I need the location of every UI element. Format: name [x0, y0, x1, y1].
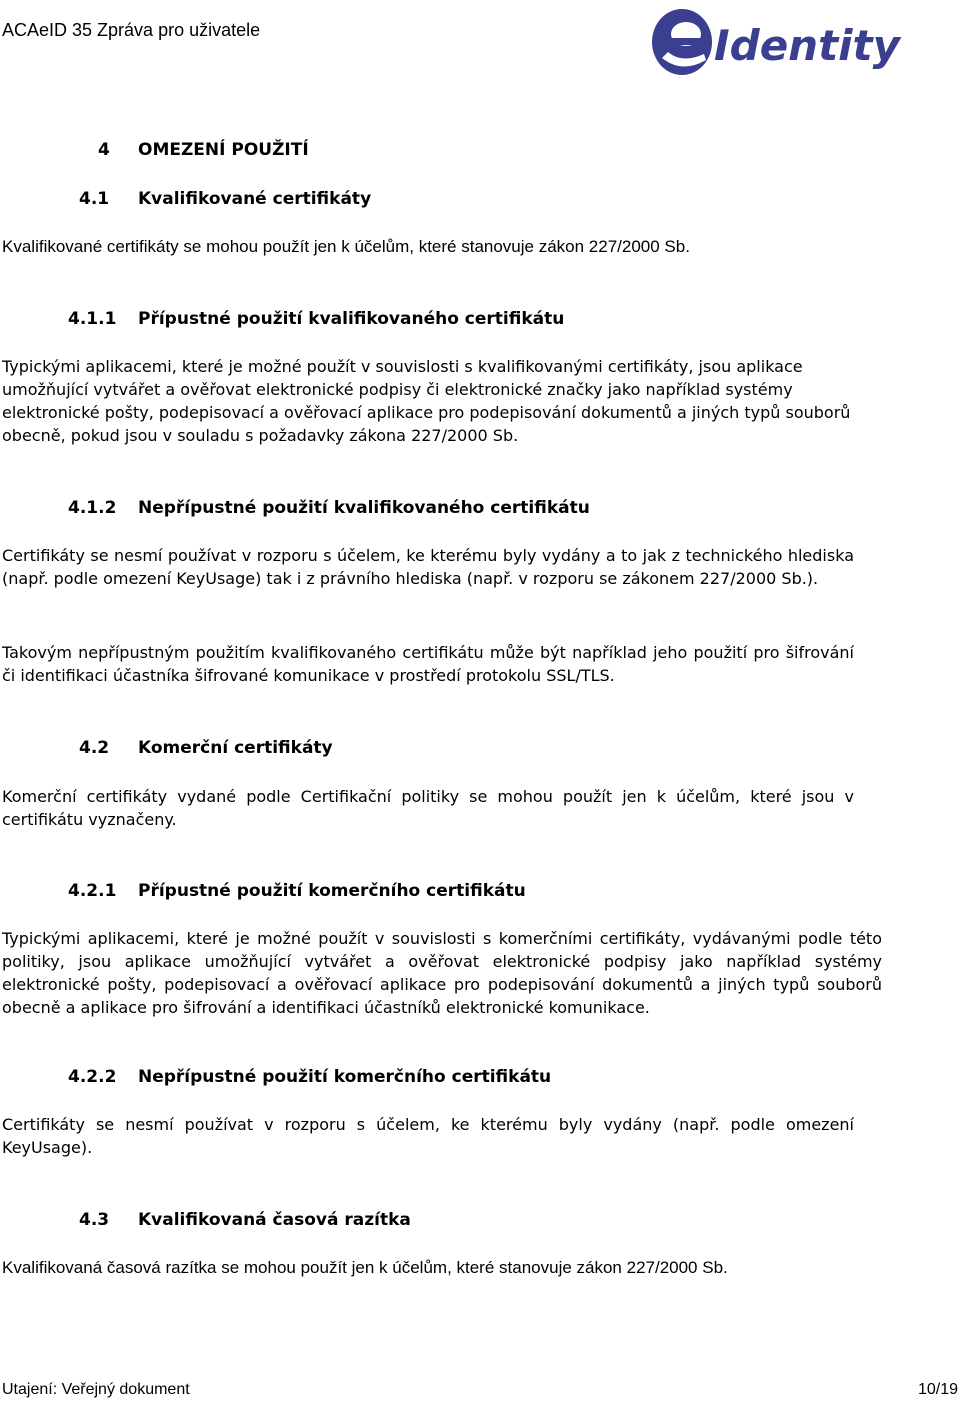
section-4-2-1-text: Typickými aplikacemi, které je možné použít v souvislosti s komerčními certifikáty, vydávanými podle této politiky, jsou aplikace umožňující vytvářet a ověřovat elektronické podpisy jako například systémy elektronické pošty, podepisovací a ověřovací aplikace pro podepisování dokumentů a jiných typů souborů obecně a aplikace pro šifrování a identifikaci účastníků elektronické komunikace. [2, 929, 882, 1017]
section-4-1-1-heading [0, 309, 700, 333]
section-number: 4.3 [79, 1210, 110, 1230]
section-4-1-heading [0, 189, 500, 213]
section-number: 4 [98, 140, 110, 160]
section-number: 4.1.1 [68, 309, 117, 329]
footer-page-number: 10/19 [917, 1381, 958, 1398]
svg-text:Identity: Identity [714, 21, 901, 70]
section-4-3-text: Kvalifikovaná časová razítka se mohou použít jen k účelům, které stanovuje zákon 227/2000 Sb. [2, 1258, 728, 1277]
section-number: 4.1.2 [68, 498, 117, 518]
footer-classification: Utajení: Veřejný dokument [2, 1381, 190, 1398]
section-4-2-2-heading [0, 1067, 700, 1091]
section-4-2-1-heading [0, 881, 700, 905]
section-title: Přípustné použití kvalifikovaného certifikátu [138, 309, 565, 329]
section-4-2-2-text: Certifikáty se nesmí používat v rozporu s účelem, ke kterému byly vydány (např. podle omezení KeyUsage). [2, 1115, 854, 1157]
section-title: Kvalifikovaná časová razítka [138, 1210, 411, 1230]
document-header-title: ACAeID 35 Zpráva pro uživatele [2, 20, 261, 40]
section-4-1-1-text: Typickými aplikacemi, které je možné použít v souvislosti s kvalifikovanými certifikáty, jsou aplikace umožňující vytvářet a ověřovat elektronické podpisy či elektronické značky jako například systémy elektronické pošty, podepisovací a ověřovací aplikace pro podepisování dokumentů a jiných typů souborů obecně, pokud jsou v souladu s požadavky zákona 227/2000 Sb. [2, 357, 851, 445]
eidentity-logo [648, 4, 904, 76]
section-title: Přípustné použití komerčního certifikátu [138, 881, 526, 901]
section-title: OMEZENÍ POUŽITÍ [138, 140, 309, 160]
section-number: 4.2.2 [68, 1067, 117, 1087]
section-4-heading [0, 140, 400, 164]
section-title: Nepřípustné použití kvalifikovaného certifikátu [138, 498, 590, 518]
section-title: Komerční certifikáty [138, 738, 333, 758]
section-4-1-text: Kvalifikované certifikáty se mohou použít jen k účelům, které stanovuje zákon 227/2000 Sb. [2, 237, 690, 256]
section-4-1-2-heading [0, 498, 700, 522]
section-title: Nepřípustné použití komerčního certifikátu [138, 1067, 552, 1087]
section-4-2-text: Komerční certifikáty vydané podle Certifikační politiky se mohou použít jen k účelům, které jsou v certifikátu vyznačeny. [2, 787, 854, 829]
section-title: Kvalifikované certifikáty [138, 189, 372, 209]
section-4-2-heading [0, 738, 500, 762]
section-4-1-2-text-1: Certifikáty se nesmí používat v rozporu s účelem, ke kterému byly vydány a to jak z technického hlediska (např. podle omezení KeyUsage) tak i z právního hlediska (např. v rozporu se zákonem 227/2000 Sb.). [2, 546, 854, 588]
section-4-3-heading [0, 1210, 600, 1234]
section-number: 4.2 [79, 738, 110, 758]
section-number: 4.1 [79, 189, 110, 209]
section-number: 4.2.1 [68, 881, 117, 901]
section-4-1-2-text-2: Takovým nepřípustným použitím kvalifikovaného certifikátu může být například jeho použití pro šifrování či identifikaci účastníka šifrované komunikace v prostředí protokolu SSL/TLS. [2, 643, 854, 685]
